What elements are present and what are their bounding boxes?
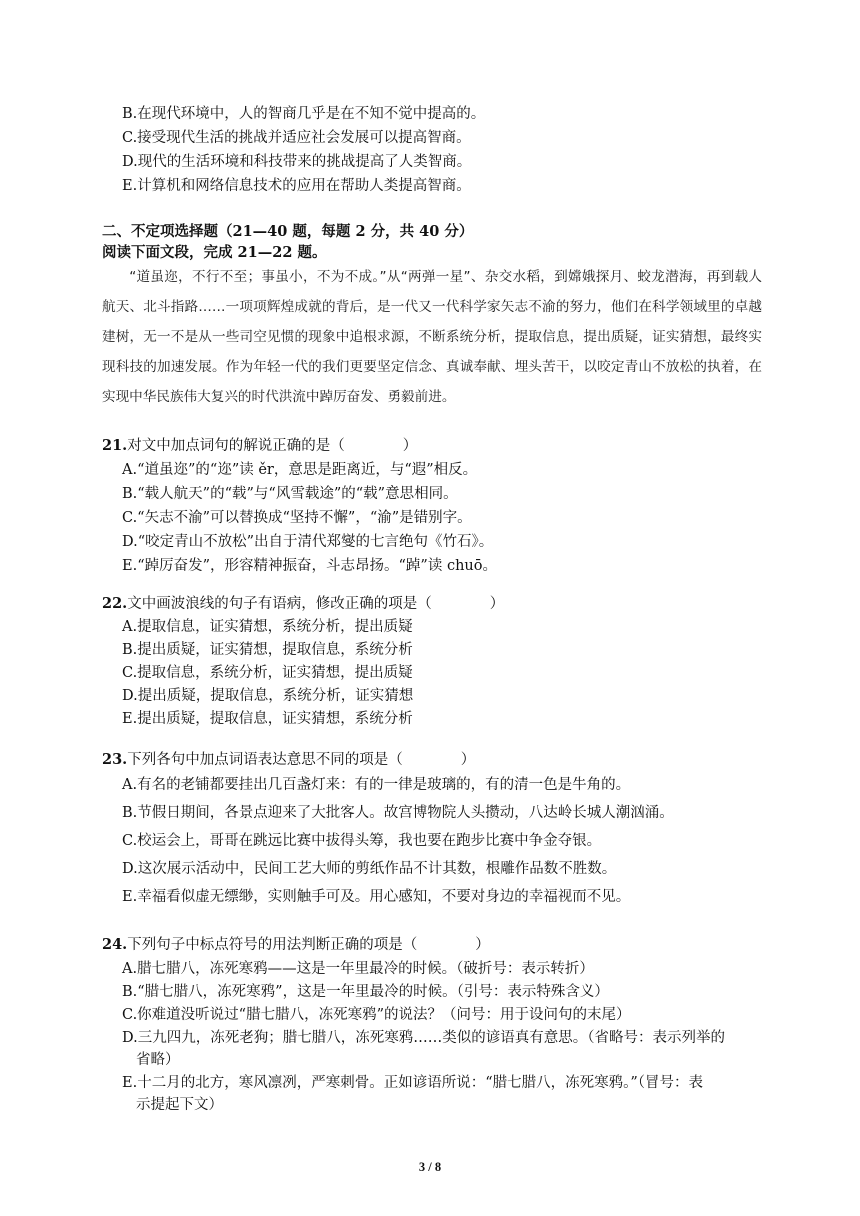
option-line: A.提取信息，证实猜想，系统分析，提出质疑 [122,619,413,635]
question-stem: 文中画波浪线的句子有语病，修改正确的项是（ ） [127,596,505,612]
option-line: D.三九四九，冻死老狗；腊七腊八，冻死寒鸦……类似的谚语真有意思。（省略号：表示列举的 [122,1030,725,1046]
option-line: A.腊七腊八，冻死寒鸦——这是一年里最冷的时候。（破折号：表示转折） [122,961,594,977]
option-line: E.“踔厉奋发”，形容精神振奋，斗志昂扬。“踔”读 chuō。 [122,558,497,574]
option-line: D.这次展示活动中，民间工艺大师的剪纸作品不计其数，根雕作品数不胜数。 [122,861,617,877]
question-24 [102,935,490,955]
option-line: C.接受现代生活的挑战并适应社会发展可以提高智商。 [122,130,471,146]
reading-instruction: 阅读下面文段，完成 21—22 题。 [102,244,327,261]
option-line: D.现代的生活环境和科技带来的挑战提高了人类智商。 [122,154,472,170]
option-line: B.节假日期间，各景点迎来了大批客人。故宫博物院人头攒动，八达岭长城人潮汹涌。 [122,805,674,821]
question-number: 23. [102,751,128,768]
option-line: E.计算机和网络信息技术的应用在帮助人类提高智商。 [122,178,471,194]
question-stem: 对文中加点词句的解说正确的是（ ） [127,438,418,454]
option-line: B.提出质疑，证实猜想，提取信息，系统分析 [122,642,413,658]
option-line-continued: 示提起下文） [136,1097,223,1113]
option-line: D.提出质疑，提取信息，系统分析，证实猜想 [122,688,414,704]
section-heading: 二、不定项选择题（21—40 题，每题 2 分，共 40 分） [102,223,474,240]
option-line-continued: 省略） [136,1052,180,1068]
reading-passage: “道虽迩，不行不至；事虽小，不为不成。”从“两弹一星”、杂交水稻，到嫦娥探月、蛟龙潜海，再到载人航天、北斗指路……一项项辉煌成就的背后，是一代又一代科学家矢志不渝的努力，他们在科学领域里的卓越建树，无一不是从一些司空见惯的现象中追根求源，不断系统分析，提取信息，提出质疑，证实猜想，最终实现科技的加速发展。作为年轻一代的我们更要坚定信念、真诚奉献、埋头苦干，以咬定青山不放松的执着，在实现中华民族伟大复兴的时代洪流中踔厉奋发、勇毅前进。 [102,269,762,405]
option-line: B.“腊七腊八，冻死寒鸦”，这是一年里最冷的时候。（引号：表示特殊含义） [122,984,609,1000]
question-22 [102,594,504,614]
option-line: A.有名的老铺都要挂出几百盏灯来：有的一律是玻璃的，有的清一色是牛角的。 [122,777,631,793]
option-line: B.“载人航天”的“载”与“风雪载途”的“载”意思相同。 [122,486,458,502]
page-number: 3 / 8 [418,1160,442,1174]
question-number: 21. [102,437,128,454]
question-number: 24. [102,936,128,953]
option-line: C.校运会上，哥哥在跳远比赛中拔得头筹，我也要在跑步比赛中争金夺银。 [122,833,602,849]
option-line: B.在现代环境中，人的智商几乎是在不知不觉中提高的。 [122,106,486,122]
option-line: C.提取信息，系统分析，证实猜想，提出质疑 [122,665,413,681]
option-line: E.幸福看似虚无缥缈，实则触手可及。用心感知，不要对身边的幸福视而不见。 [122,889,631,905]
question-number: 22. [102,595,128,612]
question-23 [102,750,475,770]
option-line: C.你难道没听说过“腊七腊八，冻死寒鸦”的说法？（问号：用于设问句的末尾） [122,1007,631,1023]
option-line: C.“矢志不渝”可以替换成“坚持不懈”，“渝”是错别字。 [122,510,472,526]
option-line: E.提出质疑，提取信息，证实猜想，系统分析 [122,711,413,727]
question-stem: 下列句子中标点符号的用法判断正确的项是（ ） [127,937,490,953]
option-line: E.十二月的北方，寒风凛冽，严寒刺骨。正如谚语所说：“腊七腊八，冻死寒鸦。”（冒号：表 [122,1075,704,1091]
option-line: A.“道虽迩”的“迩”读 ěr，意思是距离近，与“遐”相反。 [122,462,478,478]
question-21 [102,436,417,456]
option-line: D.“咬定青山不放松”出自于清代郑燮的七言绝句《竹石》。 [122,534,494,550]
question-stem: 下列各句中加点词语表达意思不同的项是（ ） [127,752,476,768]
